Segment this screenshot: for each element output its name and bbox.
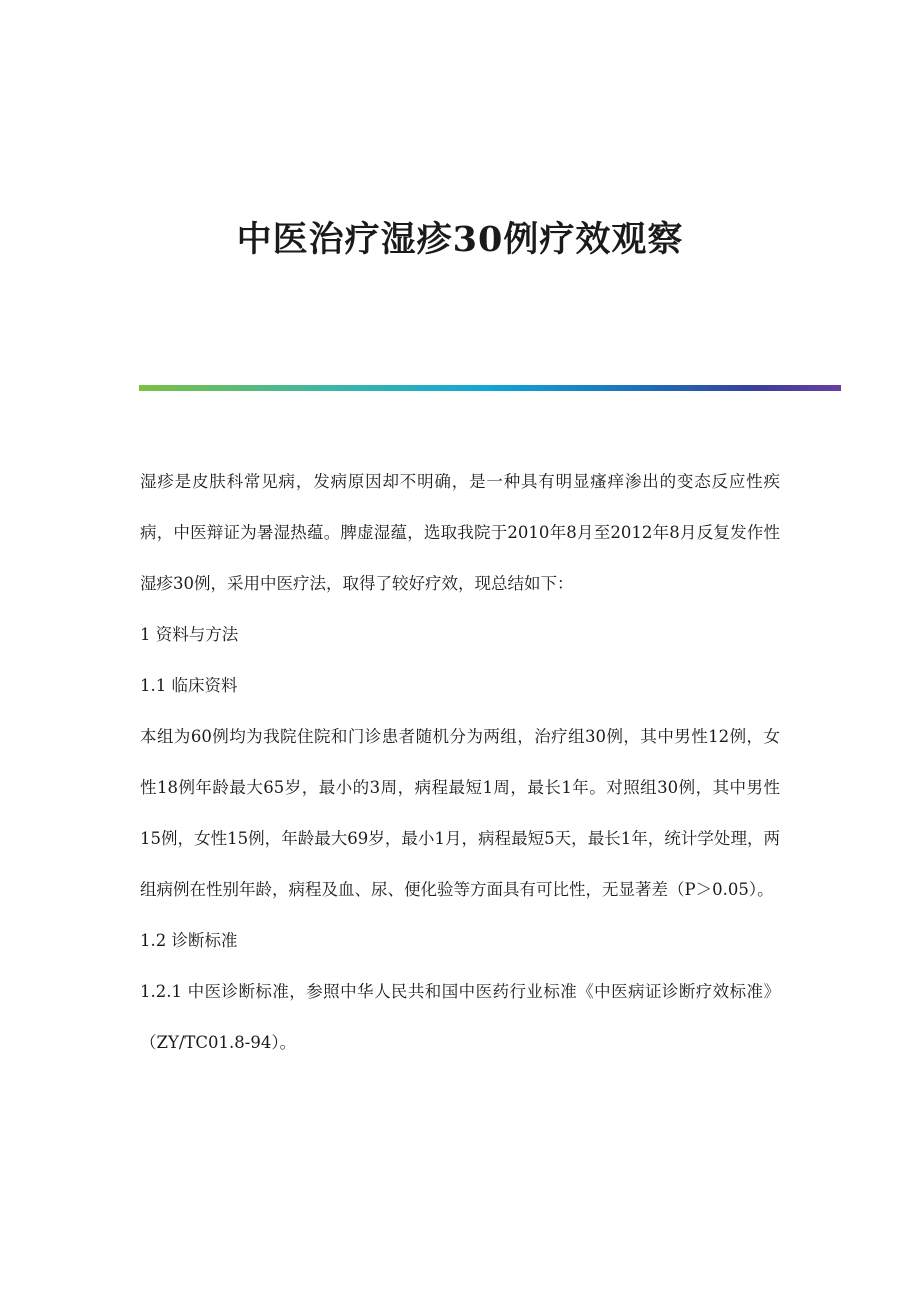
- intro-paragraph: 湿疹是皮肤科常见病，发病原因却不明确，是一种具有明显瘙痒渗出的变态反应性疾病，中医辩证为暑湿热蕴。脾虚湿蕴，选取我院于2010年8月至2012年8月反复发作性湿疹30例，采用中医疗法，取得了较好疗效，现总结如下：: [140, 472, 780, 593]
- title-divider: [139, 385, 841, 391]
- document-body: [140, 456, 780, 1068]
- subsection-heading-clinical-data: 1.1 临床资料: [140, 676, 238, 695]
- section-heading-materials-methods: 1 资料与方法: [140, 625, 239, 644]
- clinical-data-paragraph: 本组为60例均为我院住院和门诊患者随机分为两组，治疗组30例，其中男性12例，女性18例年龄最大65岁，最小的3周，病程最短1周，最长1年。对照组30例，其中男性15例，女性15例，年龄最大69岁，最小1月，病程最短5天，最长1年，统计学处理，两组病例在性别年龄，病程及血、尿、便化验等方面具有可比性，无显著差（P＞0.05）。: [140, 727, 780, 899]
- subsection-heading-diagnostic-criteria: 1.2 诊断标准: [140, 931, 238, 950]
- tcm-diagnostic-criteria-paragraph: 1.2.1 中医诊断标准，参照中华人民共和国中医药行业标准《中医病证诊断疗效标准》（ZY/TC01.8-94）。: [140, 982, 780, 1052]
- document-title: 中医治疗湿疹30例疗效观察: [236, 219, 684, 260]
